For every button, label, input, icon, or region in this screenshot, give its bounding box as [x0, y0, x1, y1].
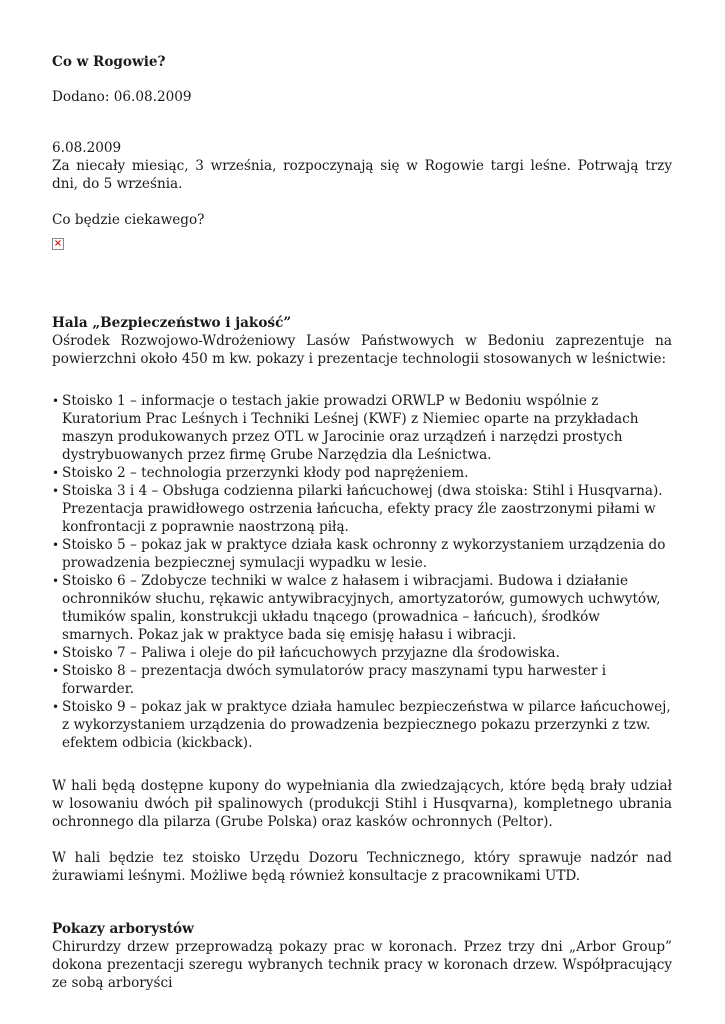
list-item — [52, 644, 672, 662]
bullet: • — [52, 466, 60, 480]
stands-list — [52, 392, 672, 752]
list-item — [52, 662, 672, 698]
article — [52, 53, 672, 992]
bullet: • — [52, 574, 60, 588]
list-item-text: Stoisko 6 – Zdobycze techniki w walce z hałasem i wibracjami. Budowa i działanie ochronników słuchu, rękawic antywibracyjnych, amortyzatorów, gumowych uchwytów, tłumików spalin, konstrukcji układu tnącego (prowadnica – łańcuch), środków smarnych. Pokaz jak w praktyce bada się emisję hałasu i wibracji. — [62, 573, 661, 643]
coupons-paragraph: W hali będą dostępne kupony do wypełniania dla zwiedzających, które będą brały udział w losowaniu dwóch pił spalinowych (produkcji Stihl i Husqvarna), kompletnego ubrania ochronnego dla pilarza (Grube Polska) oraz kasków ochronnych (Peltor). — [52, 778, 672, 830]
hall-section — [52, 314, 672, 368]
list-item — [52, 536, 672, 572]
list-item — [52, 482, 672, 536]
list-item — [52, 698, 672, 752]
bullet: • — [52, 646, 60, 660]
udt-paragraph: W hali będzie tez stoisko Urzędu Dozoru Technicznego, który sprawuje nadzór nad żurawiami leśnymi. Możliwe będą również konsultacje z pracownikami UTD. — [52, 850, 672, 884]
added-date: Dodano: 06.08.2009 — [52, 89, 192, 105]
bullet: • — [52, 700, 60, 714]
intro-block — [52, 139, 672, 193]
list-item-text: Stoisko 9 – pokaz jak w praktyce działa hamulec bezpieczeństwa w pilarce łańcuchowej, z wykorzystaniem urządzenia do prowadzenia bezpiecznego pokazu przerzynki z tzw. efektem odbicia (kickback). — [62, 699, 671, 751]
broken-image-icon — [52, 238, 64, 250]
bullet: • — [52, 664, 60, 678]
article-date: 6.08.2009 — [52, 140, 122, 156]
list-item-text: Stoisko 2 – technologia przerzynki kłody pod naprężeniem. — [62, 465, 469, 481]
article-title: Co w Rogowie? — [52, 54, 166, 70]
arborists-heading: Pokazy arborystów — [52, 921, 194, 937]
list-item-text: Stoisko 5 – pokaz jak w praktyce działa kask ochronny z wykorzystaniem urządzenia do prowadzenia bezpiecznej symulacji wypadku w lesie. — [62, 537, 666, 571]
list-item-text: Stoisko 7 – Paliwa i oleje do pił łańcuchowych przyjazne dla środowiska. — [62, 645, 560, 661]
list-item-text: Stoiska 3 i 4 – Obsługa codzienna pilarki łańcuchowej (dwa stoiska: Stihl i Husqvarna). Prezentacja prawidłowego ostrzenia łańcucha, efekty pracy źle zaostrzonymi piłami w konfrontacji z poprawnie naostrzoną piłą. — [62, 483, 663, 535]
question-text: Co będzie ciekawego? — [52, 212, 205, 228]
bullet: • — [52, 394, 60, 408]
bullet: • — [52, 484, 60, 498]
list-item-text: Stoisko 1 – informacje o testach jakie prowadzi ORWLP w Bedoniu wspólnie z Kuratorium Prac Leśnych i Techniki Leśnej (KWF) z Niemiec oparte na przykładach maszyn produkowanych przez OTL w Jarocinie oraz urządzeń i narzędzi prostych dystrybuowanych przez firmę Grube Narzędzia dla Leśnictwa. — [62, 393, 639, 463]
list-item-text: Stoisko 8 – prezentacja dwóch symulatorów pracy maszynami typu harwester i forwarder. — [62, 663, 607, 697]
list-item — [52, 572, 672, 644]
list-item — [52, 464, 672, 482]
list-item — [52, 392, 672, 464]
broken-image-mark: × — [53, 238, 63, 249]
bullet: • — [52, 538, 60, 552]
hall-intro: Ośrodek Rozwojowo-Wdrożeniowy Lasów Państwowych w Bedoniu zaprezentuje na powierzchni około 450 m kw. pokazy i prezentacje technologii stosowanych w leśnictwie: — [52, 333, 672, 367]
hall-heading: Hala „Bezpieczeństwo i jakość” — [52, 315, 292, 331]
arborists-section — [52, 920, 672, 992]
arborists-paragraph: Chirurdzy drzew przeprowadzą pokazy prac w koronach. Przez trzy dni „Arbor Group” dokona prezentacji szeregu wybranych technik pracy w koronach drzew. Współpracujący ze sobą arboryści — [52, 939, 672, 991]
intro-paragraph: Za niecały miesiąc, 3 września, rozpoczynają się w Rogowie targi leśne. Potrwają trzy dni, do 5 września. — [52, 158, 672, 192]
